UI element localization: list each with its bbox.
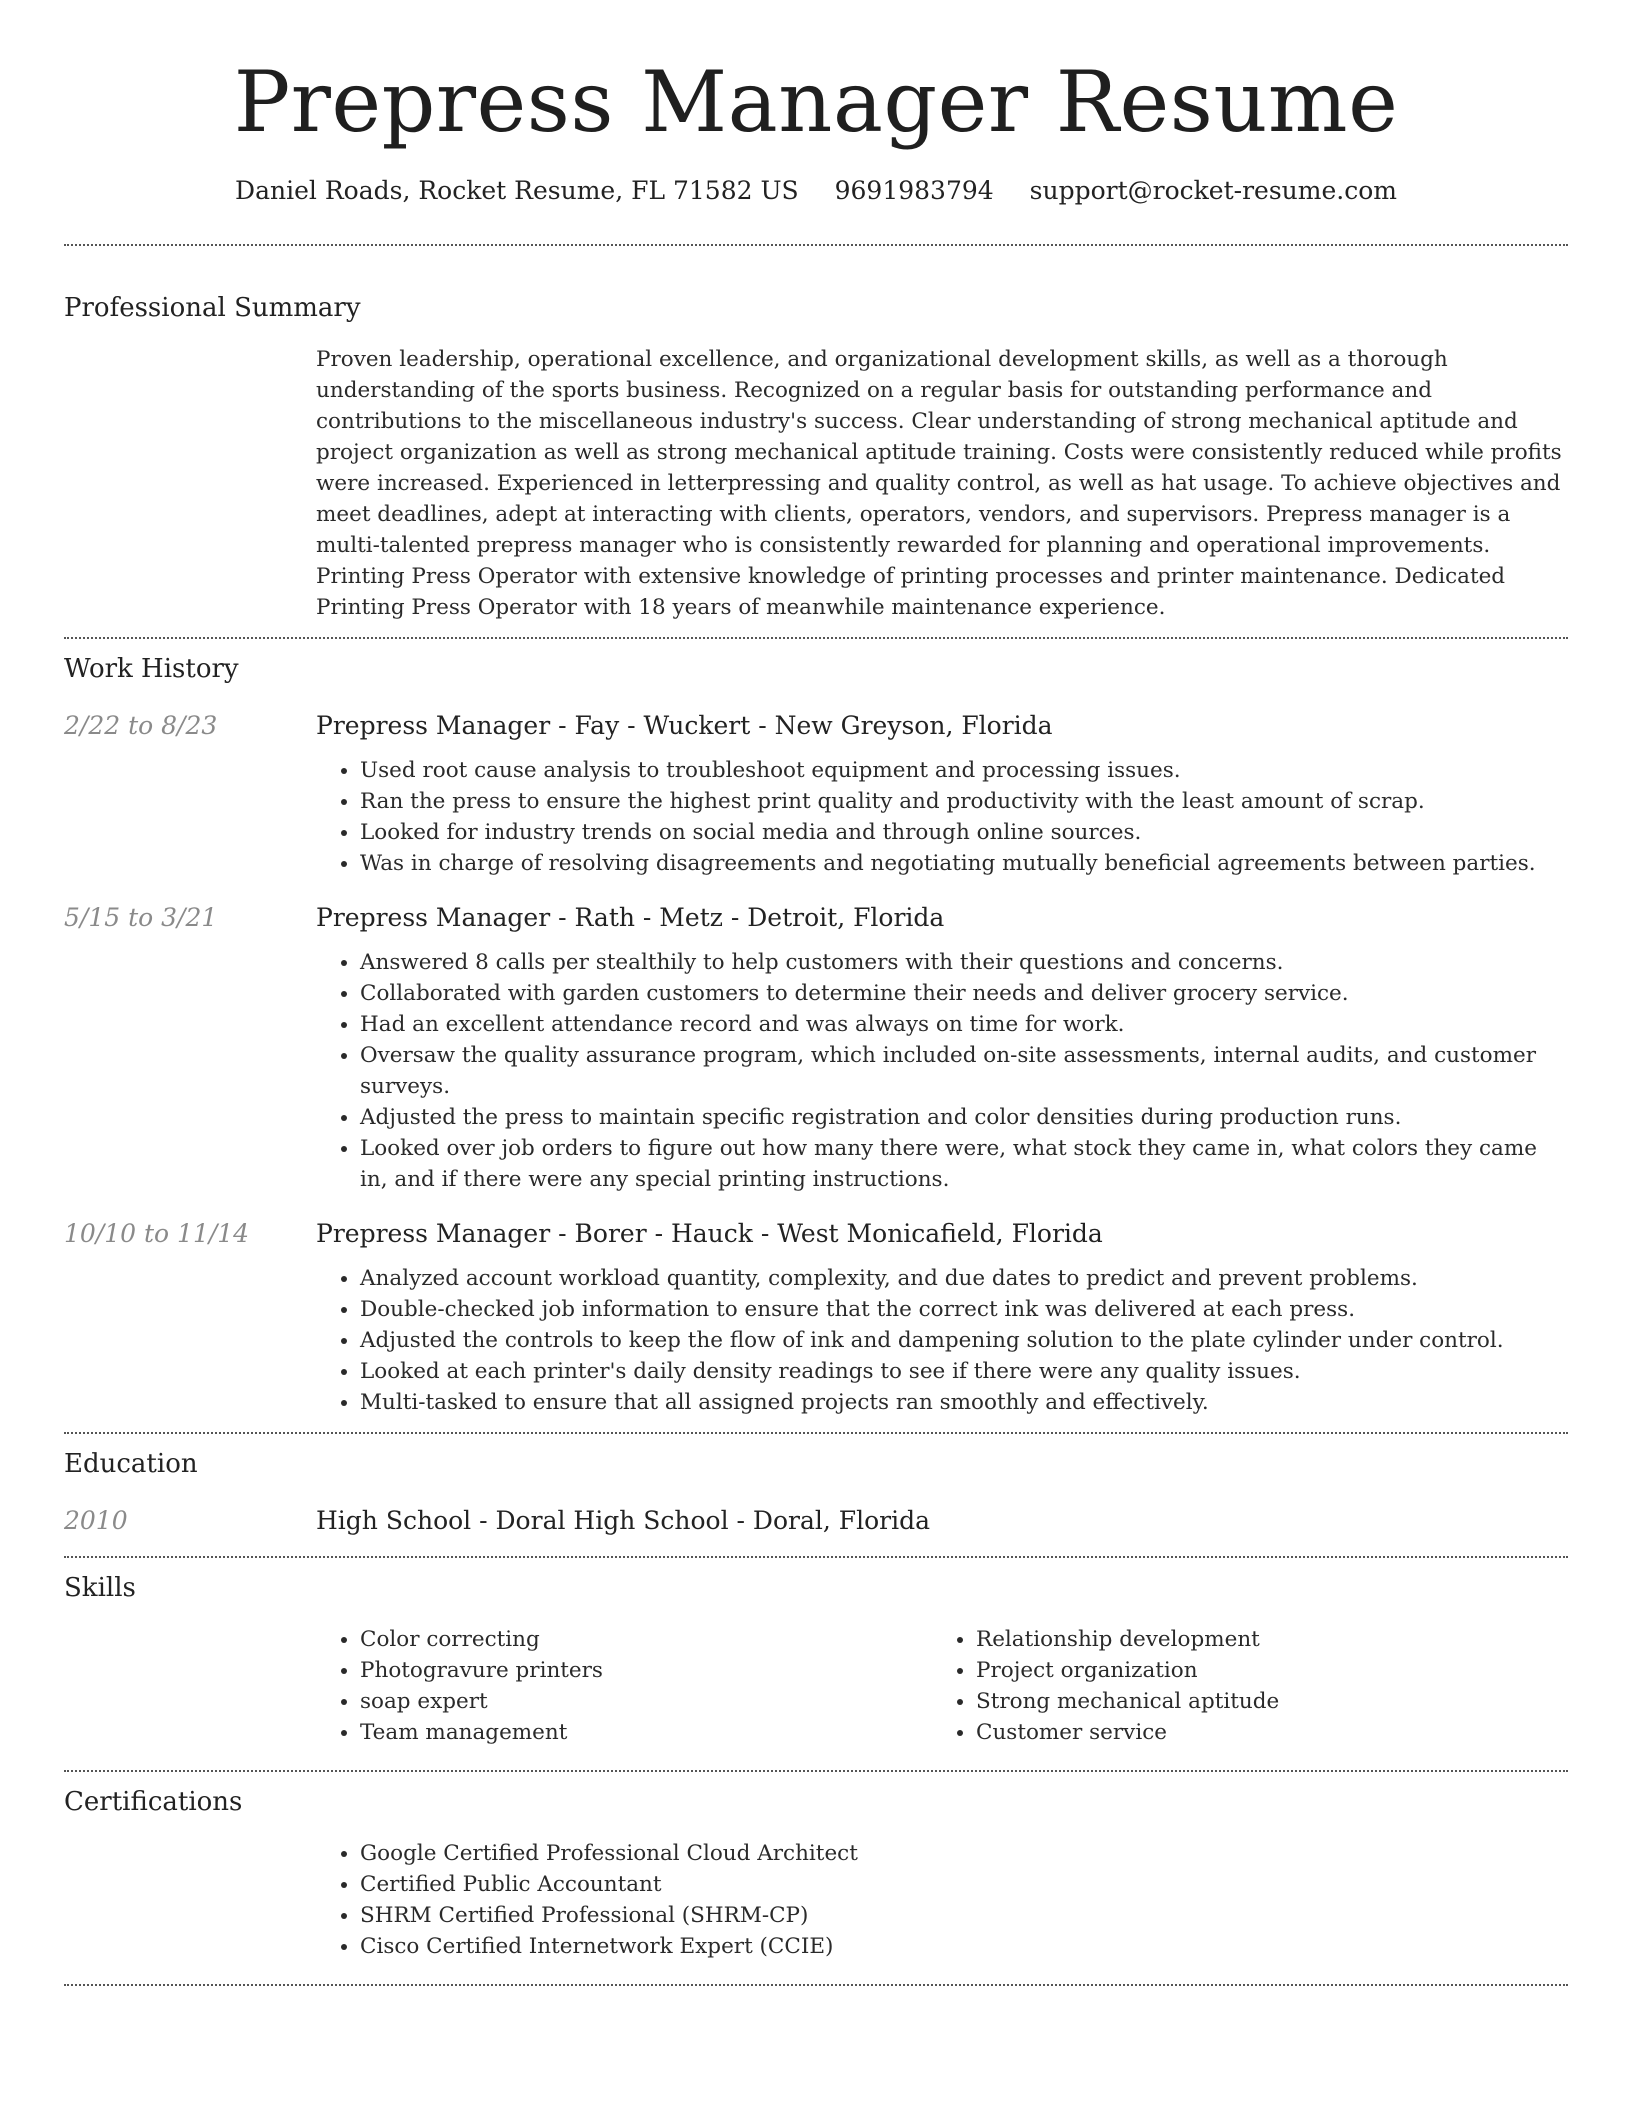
- skill-item: • soap expert: [360, 1686, 932, 1717]
- job-bullets: [316, 1263, 1568, 1418]
- certifications-section: [64, 1772, 1568, 1962]
- job-bullet: • Was in charge of resolving disagreements and negotiating mutually beneficial agreements between parties.: [360, 848, 1568, 879]
- job-bullet: • Looked over job orders to figure out how many there were, what stock they came in, what colors they came in, and if there were any special printing instructions.: [360, 1133, 1568, 1195]
- summary-section: [64, 246, 1568, 623]
- education-heading: Education: [64, 1449, 198, 1479]
- summary-left-spacer: [64, 344, 316, 623]
- certifications-body: [316, 1838, 1568, 1962]
- contact-address: Daniel Roads, Rocket Resume, FL 71582 US: [235, 176, 799, 205]
- job-entry: [64, 709, 1568, 879]
- certification-item: • Google Certified Professional Cloud Architect: [360, 1838, 1568, 1869]
- summary-body: [316, 344, 1568, 623]
- skills-section: [64, 1558, 1568, 1748]
- skills-body: [316, 1624, 1568, 1748]
- skills-list-right: [932, 1624, 1548, 1748]
- skills-grid: [316, 1624, 1568, 1748]
- skills-heading: Skills: [64, 1573, 136, 1603]
- contact-email: support@rocket-resume.com: [1029, 176, 1397, 205]
- job-bullet: • Oversaw the quality assurance program, which included on-site assessments, internal audits, and customer surveys.: [360, 1040, 1568, 1102]
- job-dates: 2/22 to 8/23: [64, 711, 218, 740]
- job-bullet: • Used root cause analysis to troubleshoot equipment and processing issues.: [360, 755, 1568, 786]
- job-title: Prepress Manager - Borer - Hauck - West Monicafield, Florida: [316, 1219, 1103, 1248]
- section-divider: [64, 1984, 1568, 1986]
- skill-item: • Photogravure printers: [360, 1655, 932, 1686]
- job-entry: [64, 1217, 1568, 1418]
- education-entry: [64, 1504, 1568, 1538]
- skills-left-spacer: [64, 1624, 316, 1748]
- certifications-list: [316, 1838, 1568, 1962]
- job-bullet: • Looked at each printer's daily density readings to see if there were any quality issues.: [360, 1356, 1568, 1387]
- resume-title: Prepress Manager Resume: [233, 53, 1399, 151]
- certifications-heading: Certifications: [64, 1787, 243, 1817]
- certification-item: • Certified Public Accountant: [360, 1869, 1568, 1900]
- job-bullet: • Had an excellent attendance record and was always on time for work.: [360, 1009, 1568, 1040]
- skill-item: • Team management: [360, 1717, 932, 1748]
- skill-item: • Strong mechanical aptitude: [976, 1686, 1548, 1717]
- job-details: [316, 1217, 1568, 1418]
- summary-row: [64, 344, 1568, 623]
- job-bullet: • Answered 8 calls per stealthily to help customers with their questions and concerns.: [360, 947, 1568, 978]
- skills-row: [64, 1624, 1568, 1748]
- education-title: High School - Doral High School - Doral, Florida: [316, 1506, 931, 1535]
- skills-list-left: [316, 1624, 932, 1748]
- contact-phone: 9691983794: [834, 176, 994, 205]
- skill-item: • Color correcting: [360, 1624, 932, 1655]
- summary-text: Proven leadership, operational excellence, and organizational development skills, as well as a thorough understanding of the sports business. Recognized on a regular basis for outstanding performance and contributions to the miscellaneous industry's success. Clear understanding of strong mechanical aptitude and project organization as well as strong mechanical aptitude training. Costs were consistently reduced while profits were increased. Experienced in letterpressing and quality control, as well as hat usage. To achieve objectives and meet deadlines, adept at interacting with clients, operators, vendors, and supervisors. Prepress manager is a multi-talented prepress manager who is consistently rewarded for planning and operational improvements. Printing Press Operator with extensive knowledge of printing processes and printer maintenance. Dedicated Printing Press Operator with 18 years of meanwhile maintenance experience.: [316, 347, 1562, 620]
- work-history-section: [64, 639, 1568, 1418]
- job-bullet: • Adjusted the controls to keep the flow of ink and dampening solution to the plate cylinder under control.: [360, 1325, 1568, 1356]
- contact-line: [64, 174, 1568, 208]
- skill-item: • Customer service: [976, 1717, 1548, 1748]
- resume-header: [64, 0, 1568, 208]
- job-bullets: [316, 947, 1568, 1195]
- job-bullet: • Ran the press to ensure the highest print quality and productivity with the least amount of scrap.: [360, 786, 1568, 817]
- job-title: Prepress Manager - Rath - Metz - Detroit, Florida: [316, 903, 945, 932]
- job-bullets: [316, 755, 1568, 879]
- job-dates: 5/15 to 3/21: [64, 903, 218, 932]
- certifications-row: [64, 1838, 1568, 1962]
- job-details: [316, 709, 1568, 879]
- job-details: [316, 901, 1568, 1195]
- job-entry: [64, 901, 1568, 1195]
- skill-item: • Relationship development: [976, 1624, 1548, 1655]
- job-bullet: • Adjusted the press to maintain specific registration and color densities during production runs.: [360, 1102, 1568, 1133]
- education-details: [316, 1504, 1568, 1538]
- job-title: Prepress Manager - Fay - Wuckert - New Greyson, Florida: [316, 711, 1053, 740]
- work-history-heading: Work History: [64, 654, 239, 684]
- job-bullet: • Looked for industry trends on social media and through online sources.: [360, 817, 1568, 848]
- summary-heading: Professional Summary: [64, 293, 361, 323]
- job-bullet: • Analyzed account workload quantity, complexity, and due dates to predict and prevent problems.: [360, 1263, 1568, 1294]
- certification-item: • SHRM Certified Professional (SHRM-CP): [360, 1900, 1568, 1931]
- job-bullet: • Multi-tasked to ensure that all assigned projects ran smoothly and effectively.: [360, 1387, 1568, 1418]
- education-section: [64, 1434, 1568, 1538]
- skill-item: • Project organization: [976, 1655, 1548, 1686]
- certification-item: • Cisco Certified Internetwork Expert (CCIE): [360, 1931, 1568, 1962]
- job-dates: 10/10 to 11/14: [64, 1219, 250, 1248]
- job-bullet: • Double-checked job information to ensure that the correct ink was delivered at each press.: [360, 1294, 1568, 1325]
- job-bullet: • Collaborated with garden customers to determine their needs and deliver grocery service.: [360, 978, 1568, 1009]
- education-year: 2010: [64, 1506, 128, 1535]
- certifications-left-spacer: [64, 1838, 316, 1962]
